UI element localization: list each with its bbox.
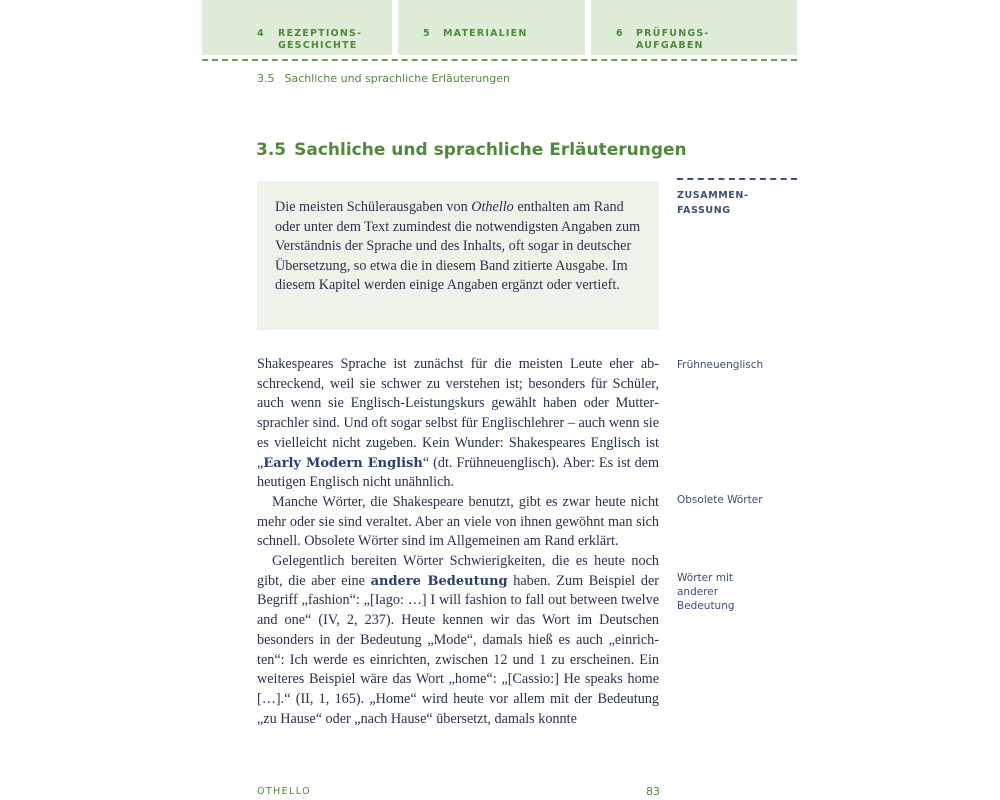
- margin-summary-label: ZUSAMMEN- FASSUNG: [677, 190, 749, 216]
- page-number: 83: [646, 785, 660, 798]
- summary-box: [257, 181, 659, 330]
- work-title: Othello: [471, 199, 514, 215]
- tab-materialien[interactable]: [398, 0, 585, 55]
- breadcrumb-number: 3.5: [257, 72, 275, 85]
- paragraph-text: haben. Zum Beispiel der Begriff „fashion“: „[Iago: …] I will fashion to fall out between twelve and one“ (IV, 2, 237). Heute kennen wir das Wort im Deutschen besonders in der Bedeutung „Mode“, damals hieß es auch „einrichten“: Ich werde es einrichten, zwischen 12 und 1 zu erscheinen. Ein weiteres Beispiel wäre das Wort „home“: „[Cassio:] He speaks home […].“ (II, 1, 165). „Home“ wird heute vor allem mit der Bedeutung „zu Hause“ oder „nach Hause“ übersetzt, damals konnte: [257, 572, 659, 727]
- summary-text-part: enthalten am Rand oder unter dem Text zumindest die notwendigsten Angaben zum Verständnis der Sprache und des Inhalts, oft sogar in deutscher Übersetzung, so etwa die in diesem Band zitierte Ausgabe. Im diesem Kapitel werden einige Angaben ergänzt oder vertieft.: [275, 199, 641, 294]
- key-term: Early Modern English: [263, 455, 423, 471]
- section-number: 3.5: [256, 140, 287, 160]
- paragraph-text: Shakespeares Sprache ist zunächst für die meisten Leute eher abschreckend, weil sie schwer zu verstehen ist; besonders für Schüler, auch wenn sie Englisch-Leistungskurs gewählt haben oder Muttersprachler sind. Und oft sogar selbst für Englischlehrer – auch wenn sie es vielleicht nicht zugeben. Kein Wunder: Shakespeares Englisch ist „: [257, 356, 659, 471]
- margin-note-obsolete-woerter: Obsolete Wörter: [677, 494, 763, 506]
- breadcrumb: [257, 72, 510, 85]
- margin-note-andere-bedeutung: Wörter mit anderer Bedeutung: [677, 572, 735, 612]
- tab-pruefungsaufgaben[interactable]: [591, 0, 797, 55]
- header-divider: [202, 59, 797, 61]
- breadcrumb-title: Sachliche und sprachliche Erläuterungen: [284, 72, 510, 85]
- paragraph-text: Gelegentlich bereiten Wörter Schwierigkeiten, die es heute noch gibt, die aber eine: [257, 553, 659, 589]
- tab-label: MATERIALIEN: [443, 28, 528, 39]
- paragraph: [257, 355, 659, 493]
- footer-title: OTHELLO: [257, 786, 311, 797]
- margin-divider: [677, 178, 797, 180]
- tab-label: REZEPTIONS- GESCHICHTE: [278, 28, 363, 51]
- tab-label: PRÜFUNGS- AUFGABEN: [636, 28, 710, 51]
- paragraph-text: “ (dt. Frühneuenglisch). Aber: Es ist dem heutigen Englisch nicht unähnlich.: [257, 454, 659, 491]
- page-title: [256, 140, 687, 160]
- tab-number: 4: [257, 28, 265, 39]
- summary-text: [275, 198, 641, 296]
- tab-number: 5: [423, 28, 431, 39]
- summary-text-part: Die meisten Schülerausgaben von: [275, 199, 472, 215]
- paragraph: [257, 552, 659, 729]
- body-text: [257, 355, 659, 729]
- tab-rezeptionsgeschichte[interactable]: [202, 0, 392, 55]
- section-title: Sachliche und sprachliche Erläuterungen: [294, 140, 687, 160]
- margin-note-fruehneuenglisch: Frühneuenglisch: [677, 359, 764, 371]
- tab-number: 6: [616, 28, 624, 39]
- paragraph: Manche Wörter, die Shakespeare benutzt, gibt es zwar heute nicht mehr oder sie sind veraltet. Aber an viele von ihnen gewöhnt man sich schnell. Obsolete Wörter sind im Allgemeinen am Rand erklärt.: [257, 493, 659, 550]
- key-term: andere Bedeutung: [370, 573, 508, 589]
